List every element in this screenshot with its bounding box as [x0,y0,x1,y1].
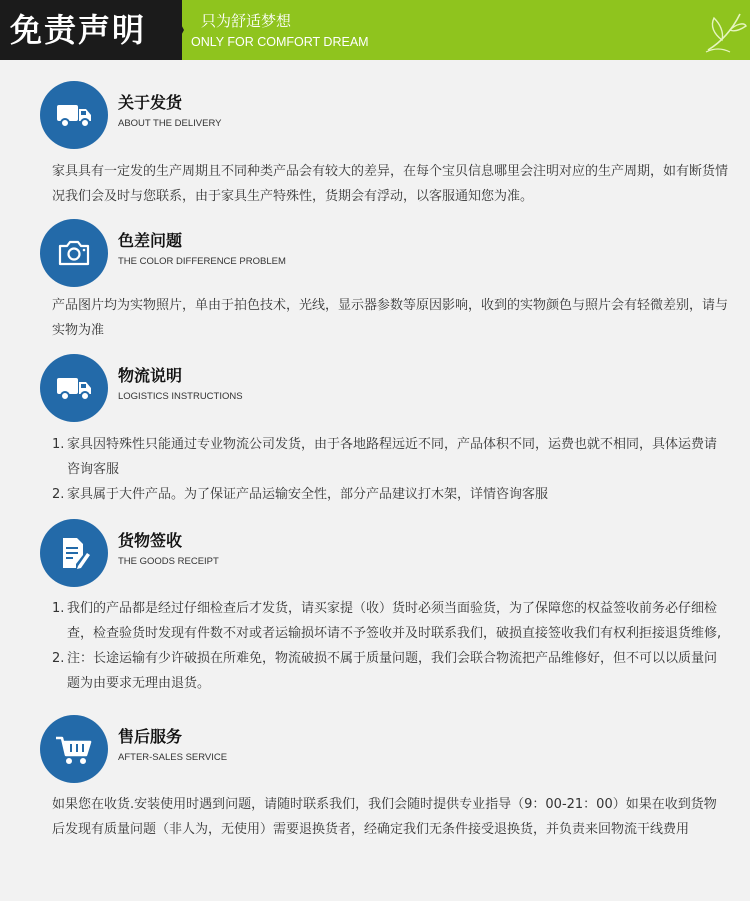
header-green-band [182,0,750,60]
list-number: 2. [52,487,65,502]
list-item [52,646,728,696]
section-subtitle: AFTER-SALES SERVICE [118,752,228,763]
section-receipt-list [52,596,728,696]
section-icon-circle [40,219,108,287]
list-number: 1. [52,601,65,616]
list-text: 我们的产品都是经过仔细检查后才发货，请买家提（收）货时必须当面验货，为了保障您的权益签收前务必仔细检查，检查验货时发现有件数不对或者运输损坏请不予签收并及时联系我们，破损直接签收我们有权利拒接退货维修, [67,601,722,641]
section-title: 物流说明 [118,366,183,385]
list-text: 家具因特殊性只能通过专业物流公司发货，由于各地路程远近不同，产品体积不同，运费也就不相同，具体运费请咨询客服 [67,437,718,477]
list-item [52,482,728,507]
camera-icon [54,233,94,273]
section-logistics-list [52,432,728,507]
section-title: 色差问题 [118,231,183,250]
document-edit-icon [54,533,94,573]
section-receipt-header [40,519,460,587]
section-title: 货物签收 [118,531,183,550]
page-header [0,0,750,60]
section-title: 售后服务 [118,727,183,746]
section-color-header [40,219,460,287]
list-number: 2. [52,651,65,666]
section-subtitle: THE GOODS RECEIPT [118,556,219,567]
section-icon-circle [40,354,108,422]
list-number: 1. [52,437,65,452]
section-color-text: 产品图片均为实物照片，单由于拍色技术，光线，显示器参数等原因影响，收到的实物颜色与照片会有轻微差别，请与实物为准 [52,298,729,338]
section-aftersales-text: 如果您在收货.安装使用时遇到问题，请随时联系我们，我们会随时提供专业指导（9：00-21：00）如果在收到货物后发现有质量问题（非人为，无使用）需要退换货者，经确定我们无条件接受退换货，并负责来回物流干线费用 [52,797,717,837]
list-item [52,596,728,646]
list-item [52,432,728,482]
section-logistics-header [40,354,460,422]
list-text: 家具属于大件产品。为了保证产品运输安全性，部分产品建议打木架，详情咨询客服 [67,487,549,502]
section-icon-circle [40,715,108,783]
section-subtitle: ABOUT THE DELIVERY [118,118,222,129]
leaf-decoration-icon [700,4,748,56]
section-icon-circle [40,81,108,149]
header-divider [168,0,184,60]
slogan-english: ONLY FOR COMFORT DREAM [191,35,369,49]
truck-icon [54,368,94,408]
section-aftersales-header [40,715,460,783]
truck-icon [54,95,94,135]
shopping-cart-icon [54,729,94,769]
list-text: 注：长途运输有少许破损在所难免，物流破损不属于质量问题，我们会联合物流把产品维修好，但不可以以质量问题为由要求无理由退货。 [67,651,718,691]
section-subtitle: THE COLOR DIFFERENCE PROBLEM [118,256,286,267]
section-title: 关于发货 [118,93,183,112]
section-icon-circle [40,519,108,587]
section-delivery-text: 家具具有一定发的生产周期且不同种类产品会有较大的差异，在每个宝贝信息哪里会注明对应的生产周期，如有断货情况我们会及时与您联系，由于家具生产特殊性，货期会有浮动，以客服通知您为准。 [52,164,729,204]
page-title: 免责声明 [10,11,147,49]
slogan-chinese: 只为舒适梦想 [201,12,292,30]
section-delivery-header [40,81,460,149]
section-subtitle: LOGISTICS INSTRUCTIONS [118,391,243,402]
